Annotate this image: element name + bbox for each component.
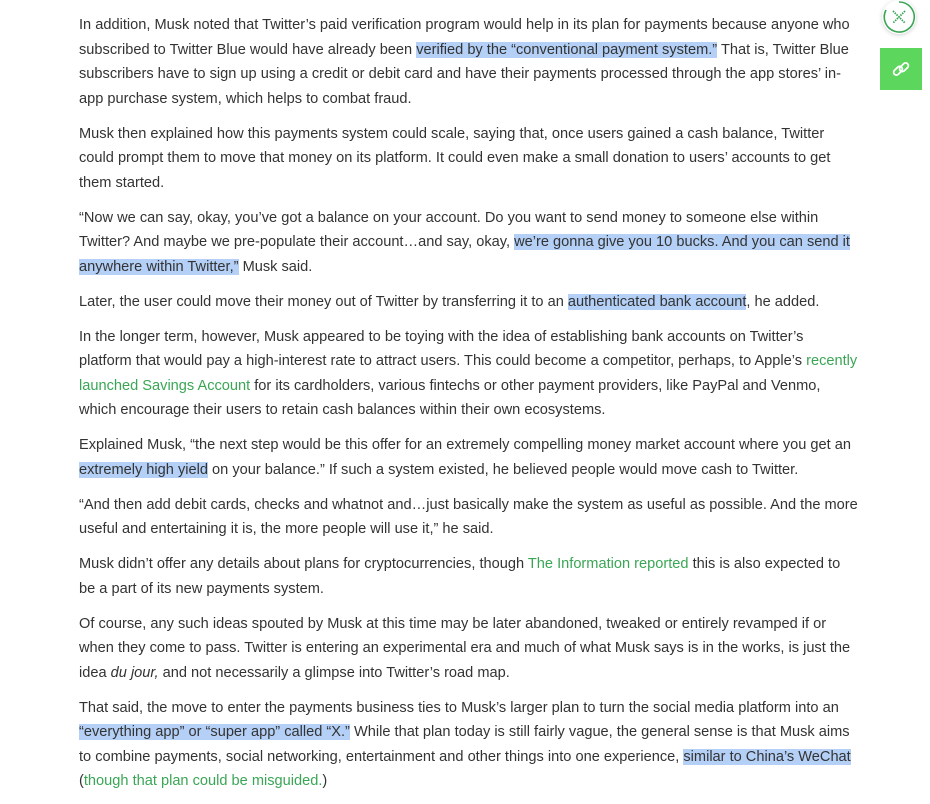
close-x-icon [882,0,916,34]
paragraph [79,325,859,423]
text-run: this is also expected to be a part of its new payments system. [79,556,841,597]
text-run: “And then add debit cards, checks and whatnot and…just basically make the system as useful as possible. And the more useful and entertaining it is, the more people will use it,” he said. [79,496,858,537]
highlighted-text: we’re gonna give you 10 bucks. And you can send it anywhere within Twitter,” [79,234,850,275]
text-run: for its cardholders, various fintechs or other payment providers, like PayPal and Venmo, which encourage their users to retain cash balances within their own ecosystems. [79,377,821,418]
text-run: Of course, any such ideas spouted by Musk at this time may be later abandoned, tweaked or entirely revamped if or when they come to pass. Twitter is entering an experimental era and much of what Musk says is in the works, is just the idea [79,615,851,681]
paragraph [79,433,859,482]
article-body [79,13,859,804]
inline-link[interactable]: though that plan could be misguided. [83,773,323,789]
highlighted-text: similar to China’s WeChat [683,748,851,765]
text-run: Explained Musk, “the next step would be this offer for an extremely compelling money market account where you get an [79,437,851,453]
text-run: and not necessarily a glimpse into Twitter’s road map. [158,664,510,681]
text-run: In addition, Musk noted that Twitter’s paid verification program would help in its plan for payments because anyone who subscribed to Twitter Blue would have already been [79,17,850,58]
paragraph [79,696,859,794]
text-run: That is, Twitter Blue subscribers have to sign up using a credit or debit card and have their payments processed through the app stores’ in-app purchase system, which helps to combat fraud. [79,41,849,107]
text-run: Musk then explained how this payments system could scale, saying that, once users gained a cash balance, Twitter could prompt them to move that money on its platform. It could even make a small donation to users’ accounts to get them started. [79,125,831,191]
highlighted-text: verified by the “conventional payment system.” [416,41,718,58]
close-button[interactable] [882,0,916,34]
paragraph [79,206,859,280]
text-run: In the longer term, however, Musk appeared to be toying with the idea of establishing bank accounts on Twitter’s platform that would pay a high-interest rate to attract users. This could become a competitor, perhaps, to Apple’s [79,328,807,369]
text-run: ( [79,773,84,789]
highlighted-text: extremely high yield [79,461,208,478]
paragraph [79,493,859,542]
text-run: Later, the user could move their money out of Twitter by transferring it to an [79,293,568,310]
text-run: Musk didn’t offer any details about plans for cryptocurrencies, though [79,556,528,572]
text-run: , he added. [746,293,820,310]
text-run: Musk said. [238,258,313,275]
highlighted-text: “everything app” or “super app” called “X.” [79,724,350,740]
highlighted-text: authenticated bank account [567,293,747,310]
inline-link[interactable]: recently launched Savings Account [79,353,858,394]
inline-link[interactable]: The Information reported [527,556,689,572]
paragraph [79,612,859,686]
copy-link-button[interactable] [880,48,922,90]
text-run: “Now we can say, okay, you’ve got a balance on your account. Do you want to send money to someone else within Twitter? And maybe we pre-populate their account…and say, okay, [79,209,819,250]
text-run: That said, the move to enter the payments business ties to Musk’s larger plan to turn the social media platform into an [79,699,839,716]
text-run: ) [322,773,328,789]
paragraph [79,290,859,315]
text-run: While that plan today is still fairly vague, the general sense is that Musk aims to combine payments, social networking, entertainment and other things into one experience, [79,724,850,765]
paragraph [79,552,859,601]
text-run: on your balance.” If such a system existed, he believed people would move cash to Twitter. [207,461,799,478]
paragraph [79,13,859,111]
italic-text: du jour, [110,664,159,681]
paragraph [79,122,859,196]
link-chain-icon [891,59,911,79]
